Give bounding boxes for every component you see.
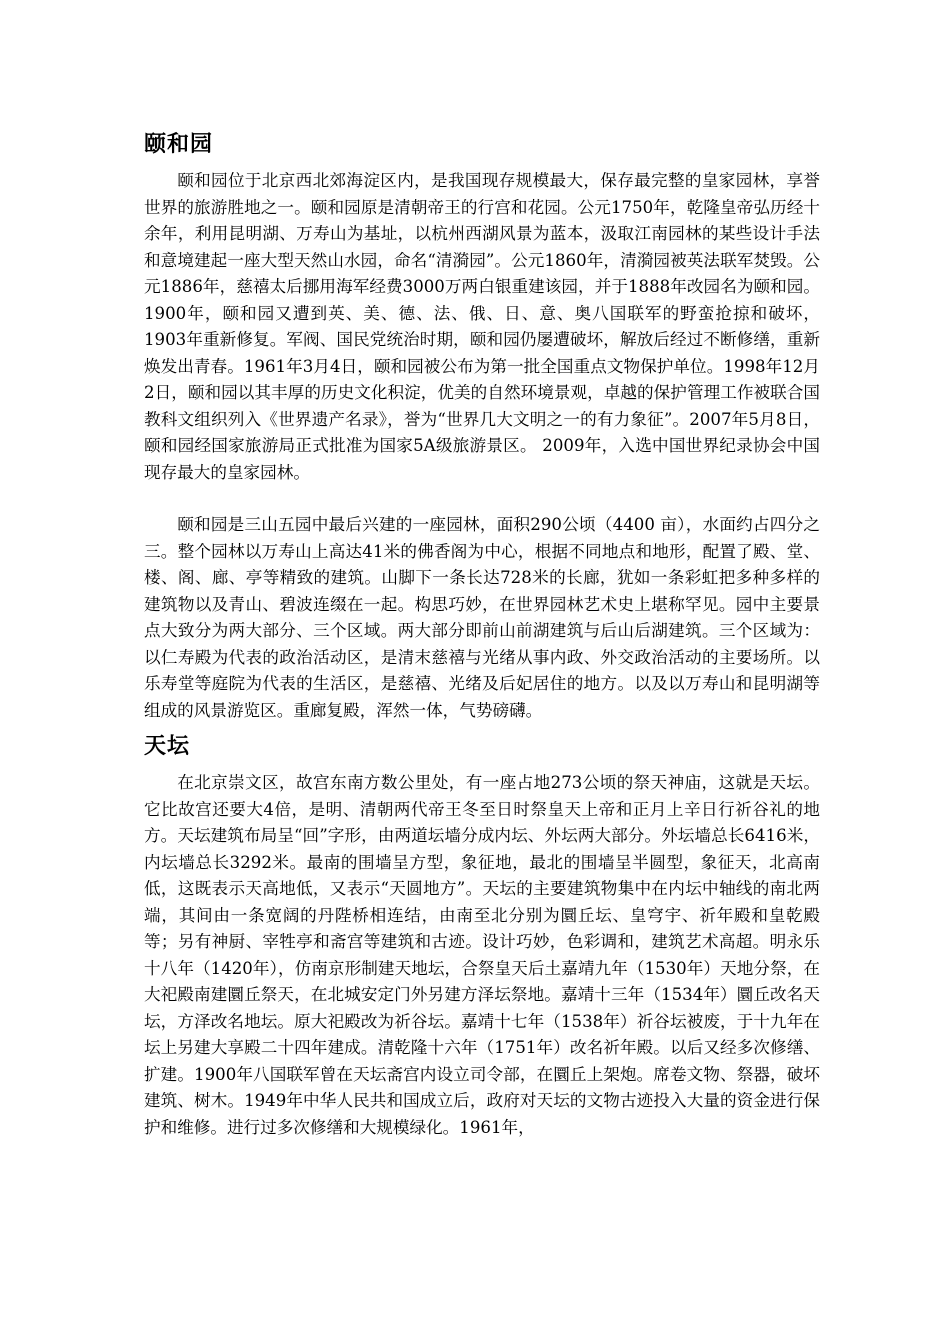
paragraph-spacer <box>144 486 820 512</box>
section-heading-yiheyuan: 颐和园 <box>144 132 214 157</box>
paragraph-yiheyuan-layout: 颐和园是三山五园中最后兴建的一座园林，面积290公顷（4400 亩），水面约占四分之三。整个园林以万寿山上高达41米的佛香阁为中心，根据不同地点和地形，配置了殿、堂、楼、阁、廊、亭等精致的建筑。山脚下一条长达728米的长廊，犹如一条彩虹把多种多样的建筑物以及青山、碧波连缀在一起。构思巧妙，在世界园林艺术史上堪称罕见。园中主要景点大致分为两大部分、三个区域。两大部分即前山前湖建筑与后山后湖建筑。三个区域为：以仁寿殿为代表的政治活动区，是清末慈禧与光绪从事内政、外交政治活动的主要场所。以乐寿堂等庭院为代表的生活区，是慈禧、光绪及后妃居住的地方。以及以万寿山和昆明湖等组成的风景游览区。重廊复殿，浑然一体，气势磅礴。 <box>144 515 820 720</box>
document-page <box>144 130 820 1141</box>
section-heading-tiantan: 天坛 <box>144 734 191 759</box>
paragraph-yiheyuan-history: 颐和园位于北京西北郊海淀区内，是我国现存规模最大，保存最完整的皇家园林，享誉世界的旅游胜地之一。颐和园原是清朝帝王的行宫和花园。公元1750年，乾隆皇帝弘历经十余年，利用昆明湖、万寿山为基址，以杭州西湖风景为蓝本，汲取江南园林的某些设计手法和意境建起一座大型天然山水园，命名“清漪园”。公元1860年，清漪园被英法联军焚毁。公元1886年，慈禧太后挪用海军经费3000万两白银重建该园，并于1888年改园名为颐和园。 1900年，颐和园又遭到英、美、德、法、俄、日、意、奥八国联军的野蛮抢掠和破坏，1903年重新修复。军阀、国民党统治时期，颐和园仍屡遭破坏，解放后经过不断修缮，重新焕发出青春。1961年3月4日，颐和园被公布为第一批全国重点文物保护单位。1998年12月2日，颐和园以其丰厚的历史文化积淀，优美的自然环境景观，卓越的保护管理工作被联合国教科文组织列入《世界遗产名录》，誉为“世界几大文明之一的有力象征”。2007年5月8日，颐和园经国家旅游局正式批准为国家5A级旅游景区。 2009年，入选中国世界纪录协会中国现存最大的皇家园林。 <box>144 171 820 482</box>
paragraph-tiantan: 在北京崇文区，故宫东南方数公里处，有一座占地273公顷的祭天神庙，这就是天坛。它比故宫还要大4倍，是明、清朝两代帝王冬至日时祭皇天上帝和正月上辛日行祈谷礼的地方。天坛建筑布局呈“回”字形，由两道坛墙分成内坛、外坛两大部分。外坛墙总长6416米，内坛墙总长3292米。最南的围墙呈方型，象征地，最北的围墙呈半圆型，象征天，北高南低，这既表示天高地低，又表示“天圆地方”。天坛的主要建筑物集中在内坛中轴线的南北两端，其间由一条宽阔的丹陛桥相连结，由南至北分别为圜丘坛、皇穹宇、祈年殿和皇乾殿等；另有神厨、宰牲亭和斋宫等建筑和古迹。设计巧妙，色彩调和，建筑艺术高超。明永乐十八年（1420年），仿南京形制建天地坛，合祭皇天后土嘉靖九年（1530年）天地分祭，在大祀殿南建圜丘祭天，在北城安定门外另建方泽坛祭地。嘉靖十三年（1534年）圜丘改名天坛，方泽改名地坛。原大祀殿改为祈谷坛。嘉靖十七年（1538年）祈谷坛被废，于十九年在坛上另建大享殿二十四年建成。清乾隆十六年（1751年）改名祈年殿。以后又经多次修缮、扩建。1900年八国联军曾在天坛斋宫内设立司令部，在圜丘上架炮。席卷文物、祭器，破坏建筑、树木。1949年中华人民共和国成立后，政府对天坛的文物古迹投入大量的资金进行保护和维修。进行过多次修缮和大规模绿化。1961年， <box>144 773 820 1137</box>
